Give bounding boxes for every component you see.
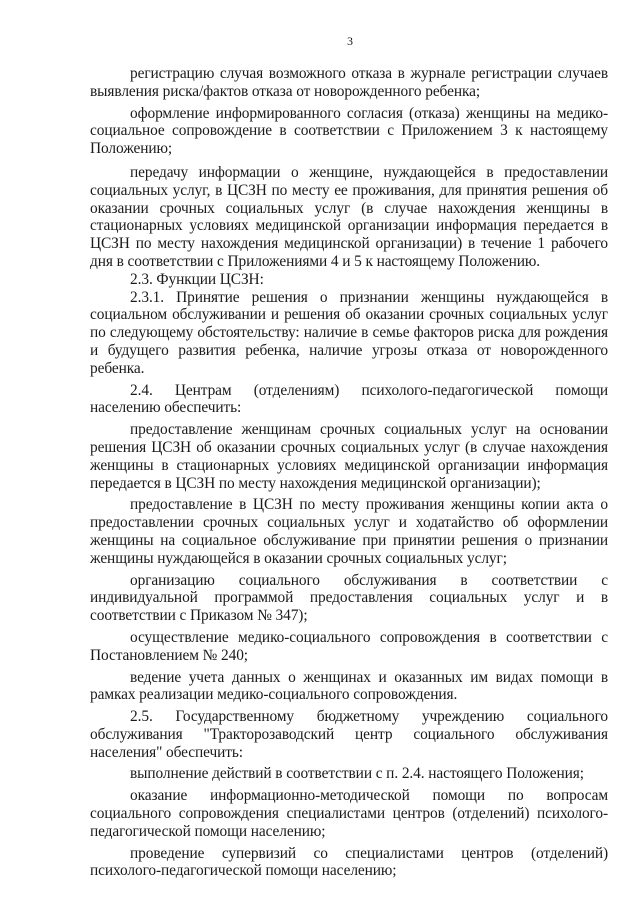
paragraph-2-3-1: 2.3.1. Принятие решения о признании женщины нуждающейся в социальном обслуживании и решения об оказании срочных социальных услуг по следующему обстоятельству: наличие в семье факторов риска для рождения и будущего развития ребенка, наличие угрозы отказа от новорожденного ребенка. xyxy=(90,288,608,377)
paragraph-2-4: 2.4. Центрам (отделениям) психолого-педагогической помощи населению обеспечить: xyxy=(90,381,608,417)
paragraph-medical-social-support: осуществление медико-социального сопровождения в соответствии с Постановлением № 240; xyxy=(90,628,608,664)
paragraph-supervision: проведение супервизий со специалистами центров (отделений) психолого-педагогической помощи населению; xyxy=(90,844,608,880)
document-body xyxy=(90,65,608,880)
paragraph-methodical-help: оказание информационно-методической помощи по вопросам социального сопровождения специалистами центров (отделений) психолого-педагогической помощи населению; xyxy=(90,787,608,840)
paragraph-record-keeping: ведение учета данных о женщинах и оказанных им видах помощи в рамках реализации медико-социального сопровождения. xyxy=(90,668,608,704)
page-number: 3 xyxy=(347,34,353,48)
paragraph-urgent-services: предоставление женщинам срочных социальных услуг на основании решения ЦСЗН об оказании срочных социальных услуг (в случае нахождения женщины в стационарных условиях медицинской организации информация передается в ЦСЗН по месту нахождения медицинской организации); xyxy=(90,421,608,492)
section-heading-2-3: 2.3. Функции ЦСЗН: xyxy=(130,270,264,288)
paragraph-2-5: 2.5. Государственному бюджетному учреждению социального обслуживания "Тракторозаводский центр социального обслуживания населения" обеспечить: xyxy=(90,708,608,761)
paragraph-social-service-organization: организацию социального обслуживания в соответствии с индивидуальной программой предоставления социальных услуг и в соответствии с Приказом № 347); xyxy=(90,571,608,625)
paragraph-consent: оформление информированного согласия (отказа) женщины на медико-социальное сопровождение в соответствии с Приложением 3 к настоящему Положению; xyxy=(90,104,608,158)
paragraph-information-transfer: передачу информации о женщине, нуждающейся в предоставлении социальных услуг, в ЦСЗН по месту ее проживания, для принятия решения об оказании срочных социальных услуг (в случае нахождения женщины в стационарных условиях медицинской организации информация передается в ЦСЗН по месту нахождения медицинской организации) в течение 1 рабочего дня в соответствии с Приложениями 4 и 5 к настоящему Положению. xyxy=(90,163,608,270)
paragraph-act-copy: предоставление в ЦСЗН по месту проживания женщины копии акта о предоставлении срочных социальных услуг и ходатайство об оформлении женщины на социальное обслуживание при принятии решения о признании женщины нуждающейся в оказании срочных социальных услуг; xyxy=(90,496,608,567)
paragraph-actions-2-4: выполнение действий в соответствии с п. 2.4. настоящего Положения; xyxy=(130,765,584,783)
paragraph-registration: регистрацию случая возможного отказа в журнале регистрации случаев выявления риска/фактов отказа от новорожденного ребенка; xyxy=(90,65,608,100)
